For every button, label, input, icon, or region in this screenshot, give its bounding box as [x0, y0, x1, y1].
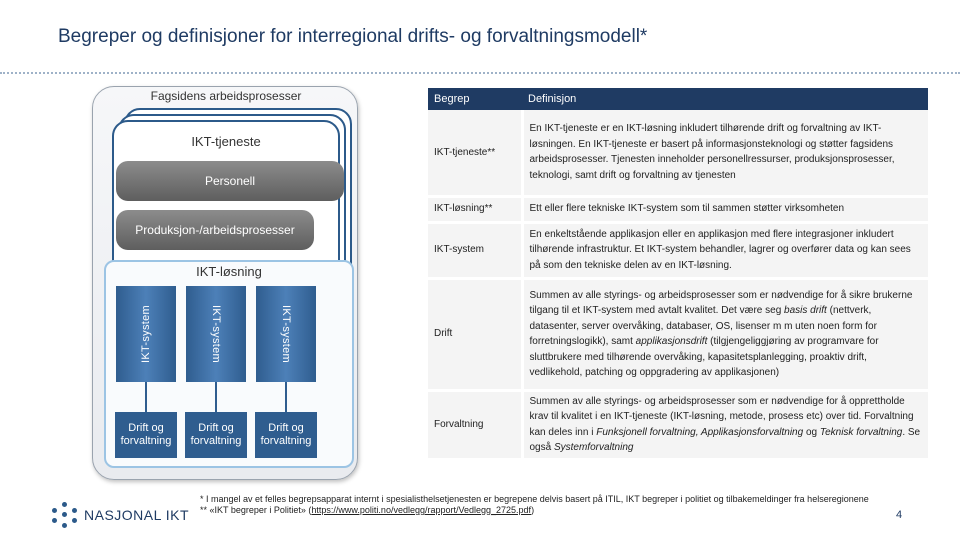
- term-cell: Forvaltning: [428, 390, 522, 459]
- drift-text-2: (nettverk, datasenter, server overvåking, databaser, OS, lisenser m m uten noen form for forretningslogikk), samt: [529, 305, 877, 347]
- table-header-row: [428, 88, 928, 110]
- drift-text-1: Summen av alle styrings- og arbeidsprosesser som er nødvendige for å sikre brukerne tilgang til et IKT-system med avtalt kvalitet. Det være seg: [529, 289, 913, 316]
- drift-text-3: (tilgjengeliggjøring av programvare for sluttbrukere med tilhørende overvåking, kapasitetsplanlegging, proaktiv drift, vedlikehold, patching og oppgradering av applikasjonen): [529, 336, 879, 378]
- ikt-system-1-label: IKT-system: [140, 304, 152, 363]
- term-cell: Drift: [428, 278, 522, 390]
- footnote-2-suffix: ): [531, 505, 535, 515]
- ikt-system-2-label: IKT-system: [210, 304, 222, 363]
- definition-cell: En enkeltstående applikasjon eller en applikasjon med flere integrasjoner inkludert tilhørende infrastruktur. Et IKT-system behandler, lagrer og overfører data og kan sees på som den tekniske delen av en IKT-løsning.: [522, 222, 928, 278]
- ikt-system-1: [116, 286, 176, 382]
- header-term: Begrep: [428, 88, 522, 110]
- definition-cell: Ett eller flere tekniske IKT-system som til sammen støtter virksomheten: [522, 196, 928, 222]
- slide-title: Begreper og definisjoner for interregional drifts- og forvaltningsmodell*: [58, 26, 648, 47]
- drift-box-3-label: Drift og forvaltning: [260, 422, 312, 447]
- table-row: [428, 390, 928, 459]
- drift-em-basis: basis drift: [784, 305, 827, 316]
- footnote-2-prefix: ** «IKT begreper i Politiet» (: [200, 505, 312, 515]
- header-definition: Definisjon: [522, 88, 928, 110]
- term-cell: IKT-løsning**: [428, 196, 522, 222]
- term-cell: IKT-tjeneste**: [428, 110, 522, 196]
- personell-label: Personell: [204, 174, 256, 188]
- personell-bar: [116, 161, 344, 201]
- title-divider: [0, 72, 960, 74]
- ikt-system-2: [186, 286, 246, 382]
- table-row: [428, 110, 928, 196]
- nasjonal-ikt-logo: [52, 502, 189, 528]
- forv-text-1: Summen av alle styrings- og arbeidsprosesser som er nødvendige for å opprettholde krav til kvalitet i en IKT-tjeneste (IKT-løsning, metode, prosess etc) over tid. Forvaltning kan deles inn i: [529, 395, 914, 438]
- forv-text-3: . Se også: [529, 426, 921, 453]
- forv-text-2: og: [803, 426, 820, 438]
- ikt-losning-label: IKT-løsning: [196, 264, 262, 279]
- table-row: [428, 222, 928, 278]
- footnote-2-link[interactable]: https://www.politi.no/vedlegg/rapport/Vedlegg_2725.pdf: [311, 505, 532, 515]
- definition-cell: En IKT-tjeneste er en IKT-løsning inkludert tilhørende drift og forvaltning av IKT-løsningen. En IKT-tjeneste er basert på informasjonsteknologi og støtter fagsidens arbeidsprosesser. Tjenesten inneholder personellressurser, produksjonsprosesser, teknologi, samt drift og forvaltning av tjenesten: [522, 110, 928, 196]
- drift-box-1-label: Drift og forvaltning: [120, 422, 172, 447]
- produksjon-bar: [116, 210, 314, 250]
- page-number: 4: [896, 509, 903, 521]
- forv-em-1: Funksjonell forvaltning, Applikasjonsforvaltning: [596, 426, 804, 438]
- drift-forvaltning-box-3: [255, 412, 317, 458]
- footnote-1: * I mangel av et felles begrepsapparat internt i spesialisthelsetjenesten er begrepene delvis basert på ITIL, IKT begreper i politiet og tilbakemeldinger fra helseregionene: [200, 494, 869, 504]
- term-cell: IKT-system: [428, 222, 522, 278]
- connector-3: [285, 382, 287, 412]
- ikt-system-3-label: IKT-system: [280, 304, 292, 363]
- definition-cell: [522, 390, 928, 459]
- connector-1: [145, 382, 147, 412]
- drift-em-applikasjonsdrift: applikasjonsdrift: [635, 336, 708, 347]
- connector-2: [215, 382, 217, 412]
- drift-forvaltning-box-2: [185, 412, 247, 458]
- footnote-2: [200, 505, 880, 516]
- table-row: [428, 278, 928, 390]
- forv-em-3: Systemforvaltning: [553, 442, 634, 453]
- drift-forvaltning-box-1: [115, 412, 177, 458]
- table-row: [428, 196, 928, 222]
- logo-dots-icon: [52, 502, 78, 528]
- footnotes: [200, 494, 880, 516]
- logo-text: NASJONAL IKT: [84, 507, 190, 523]
- ikt-tjeneste-label: IKT-tjeneste: [191, 134, 261, 149]
- fagside-label: Fagsidens arbeidsprosesser: [150, 89, 302, 103]
- produksjon-label: Produksjon-/arbeidsprosesser: [135, 223, 295, 237]
- drift-box-2-label: Drift og forvaltning: [190, 422, 242, 447]
- definition-cell: [522, 278, 928, 390]
- definitions-table: [428, 88, 928, 461]
- ikt-system-3: [256, 286, 316, 382]
- forv-em-2: Teknisk forvaltning: [819, 426, 903, 438]
